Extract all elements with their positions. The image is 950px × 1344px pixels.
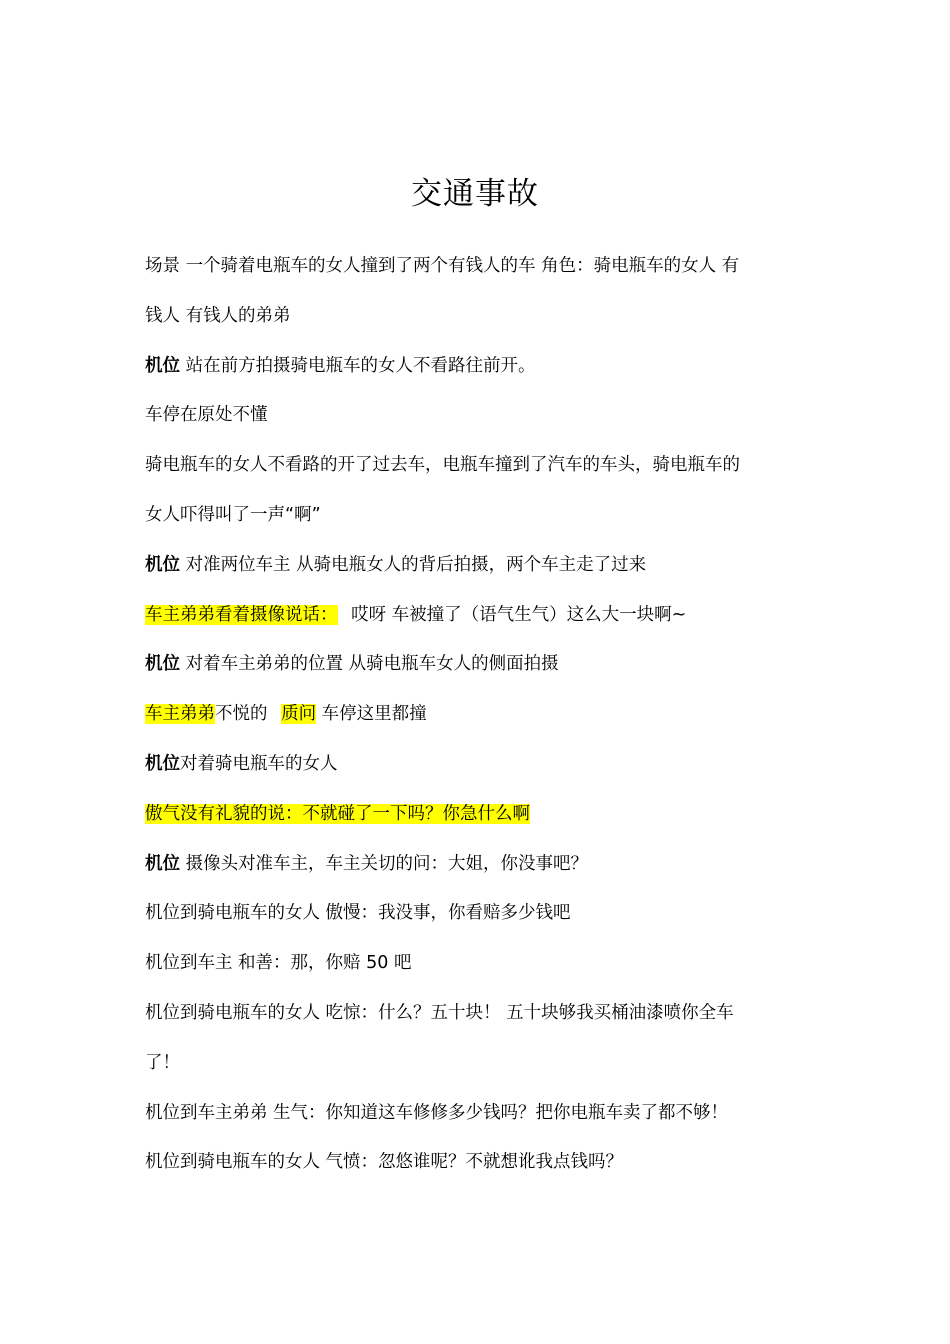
paragraph-line: [145, 1039, 815, 1089]
line-text: 骑电瓶车的女人不看路的开了过去车，电瓶车撞到了汽车的车头，骑电瓶车的: [145, 455, 740, 476]
paragraph-line: [145, 591, 815, 641]
camera-label: 机位: [145, 853, 180, 874]
paragraph-line: [145, 541, 815, 591]
paragraph-line: [145, 939, 815, 989]
paragraph-line: [145, 840, 815, 890]
paragraph-line: [145, 1138, 815, 1188]
line-text: 机位到车主 和善：那，你赔 50 吧: [145, 953, 412, 974]
camera-label: 机位: [145, 554, 180, 575]
line-text: 对着骑电瓶车的女人: [180, 753, 338, 774]
line-text: 哎呀 车被撞了（语气生气）这么大一块啊~: [345, 604, 687, 625]
paragraph-line: [145, 889, 815, 939]
paragraph-line: [145, 989, 815, 1039]
camera-label: 机位: [145, 355, 180, 376]
line-text: 女人吓得叫了一声“啊”: [145, 504, 321, 525]
line-text: 对准两位车主 从骑电瓶女人的背后拍摄，两个车主走了过来: [180, 554, 647, 575]
highlighted-text: 车主弟弟看着摄像说话：: [145, 604, 338, 625]
paragraph-line: [145, 640, 815, 690]
line-text: 不悦的: [215, 704, 274, 725]
line-text: 机位到骑电瓶车的女人 傲慢：我没事，你看赔多少钱吧: [145, 903, 571, 924]
paragraph-line: [145, 690, 815, 740]
paragraph-line: [145, 441, 815, 491]
paragraph-line: [145, 242, 815, 292]
line-text: 车停这里都撞: [316, 704, 427, 725]
line-text: 场景 一个骑着电瓶车的女人撞到了两个有钱人的车 角色：骑电瓶车的女人 有: [145, 256, 740, 276]
line-text: 钱人 有钱人的弟弟: [145, 305, 291, 326]
paragraph-line: [145, 790, 815, 840]
camera-label: 机位: [145, 753, 180, 774]
paragraph-line: [145, 1089, 815, 1139]
line-text: 对着车主弟弟的位置 从骑电瓶车女人的侧面拍摄: [180, 654, 559, 675]
highlighted-text: 傲气没有礼貌的说：不就碰了一下吗？你急什么啊: [145, 803, 530, 824]
line-text: 了！: [145, 1052, 180, 1073]
highlighted-text: 车主弟弟: [145, 704, 215, 725]
paragraph-line: [145, 740, 815, 790]
line-text: 站在前方拍摄骑电瓶车的女人不看路往前开。: [180, 355, 536, 376]
line-text: 机位到车主弟弟 生气：你知道这车修修多少钱吗？把你电瓶车卖了都不够！: [145, 1102, 729, 1123]
document-body: [145, 242, 815, 1188]
line-text: 机位到骑电瓶车的女人 吃惊：什么？五十块！ 五十块够我买桶油漆喷你全车: [145, 1002, 734, 1023]
line-text: 摄像头对准车主，车主关切的问：大姐，你没事吧？: [180, 853, 589, 874]
document-title: 交通事故: [411, 176, 539, 212]
paragraph-line: [145, 342, 815, 392]
highlighted-text: 质问: [281, 704, 317, 725]
paragraph-line: [145, 292, 815, 342]
paragraph-line: [145, 391, 815, 441]
line-text: 机位到骑电瓶车的女人 气愤：忽悠谁呢？不就想讹我点钱吗？: [145, 1152, 624, 1173]
camera-label: 机位: [145, 654, 180, 675]
line-text: 车停在原处不懂: [145, 405, 268, 426]
paragraph-line: [145, 491, 815, 541]
